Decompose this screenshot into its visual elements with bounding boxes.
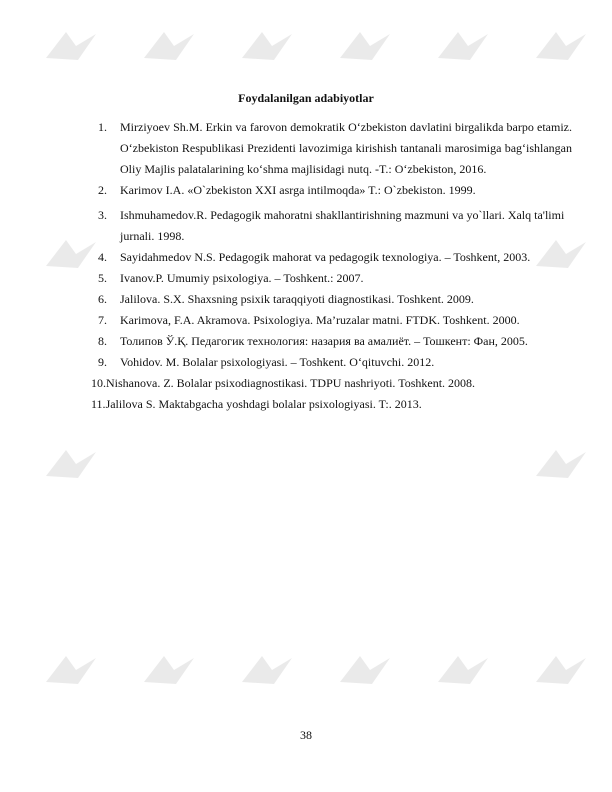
reference-number: 6.	[98, 292, 107, 306]
reference-item	[98, 247, 572, 268]
reference-item	[98, 331, 572, 352]
reference-text: Ishmuhamedov.R. Pedagogik mahoratni shakllantirishning mazmuni va yo`llari. Xalq ta'limi jurnali. 1998.	[120, 208, 565, 243]
reference-item	[98, 268, 572, 289]
reference-item	[98, 180, 572, 201]
reference-text: Nishanova. Z. Bolalar psixodiagnostikasi. TDPU nashriyoti. Toshkent. 2008.	[106, 376, 476, 390]
reference-item	[98, 117, 572, 180]
reference-number: 9.	[98, 355, 107, 369]
reference-item	[98, 310, 572, 331]
reference-number: 11.	[91, 397, 106, 411]
reference-number: 8.	[98, 334, 107, 348]
reference-text: Sayidahmedov N.S. Pedagogik mahorat va pedagogik texnologiya. – Toshkent, 2003.	[120, 250, 531, 264]
reference-text: Mirziyoev Sh.M. Erkin va farovon demokratik O‘zbekiston davlatini birgalikda barpo etamiz. O‘zbekiston Respublikasi Prezidenti lavozimiga kirishish tantanali marosimiga bag‘ishlangan Oliy Majlis palatalarining ko‘shma majlisidagi nutq. -T.: O‘zbekiston, 2016.	[120, 120, 572, 176]
reference-number: 5.	[98, 271, 107, 285]
reference-item	[91, 394, 572, 415]
reference-list	[91, 117, 572, 415]
reference-item	[98, 352, 572, 373]
reference-number: 7.	[98, 313, 107, 327]
page-number: 38	[300, 728, 312, 742]
reference-text: Karimov I.A. «O`zbekiston XXI asrga intilmoqda» T.: O`zbekiston. 1999.	[120, 183, 476, 197]
reference-text: Vohidov. M. Bolalar psixologiyasi. – Toshkent. O‘qituvchi. 2012.	[120, 355, 435, 369]
reference-number: 2.	[98, 183, 107, 197]
reference-number: 4.	[98, 250, 107, 264]
page-title: Foydalanilgan adabiyotlar	[238, 91, 374, 105]
reference-number: 10.	[91, 376, 106, 390]
reference-text: Karimova, F.A. Akramova. Psixologiya. Ma’ruzalar matni. FTDK. Toshkent. 2000.	[120, 313, 520, 327]
reference-text: Толипов Ў.Қ. Педагогик технология: назария ва амалиёт. – Тошкент: Фан, 2005.	[120, 334, 528, 348]
reference-text: Ivanov.P. Umumiy psixologiya. – Toshkent.: 2007.	[120, 271, 364, 285]
reference-item	[98, 205, 572, 247]
reference-number: 1.	[98, 120, 107, 134]
reference-item	[98, 289, 572, 310]
reference-number: 3.	[98, 208, 107, 222]
reference-text: Jalilova. S.X. Shaxsning psixik taraqqiyoti diagnostikasi. Toshkent. 2009.	[120, 292, 474, 306]
reference-text: Jalilova S. Maktabgacha yoshdagi bolalar psixologiyasi. T:. 2013.	[105, 397, 422, 411]
reference-item	[91, 373, 572, 394]
